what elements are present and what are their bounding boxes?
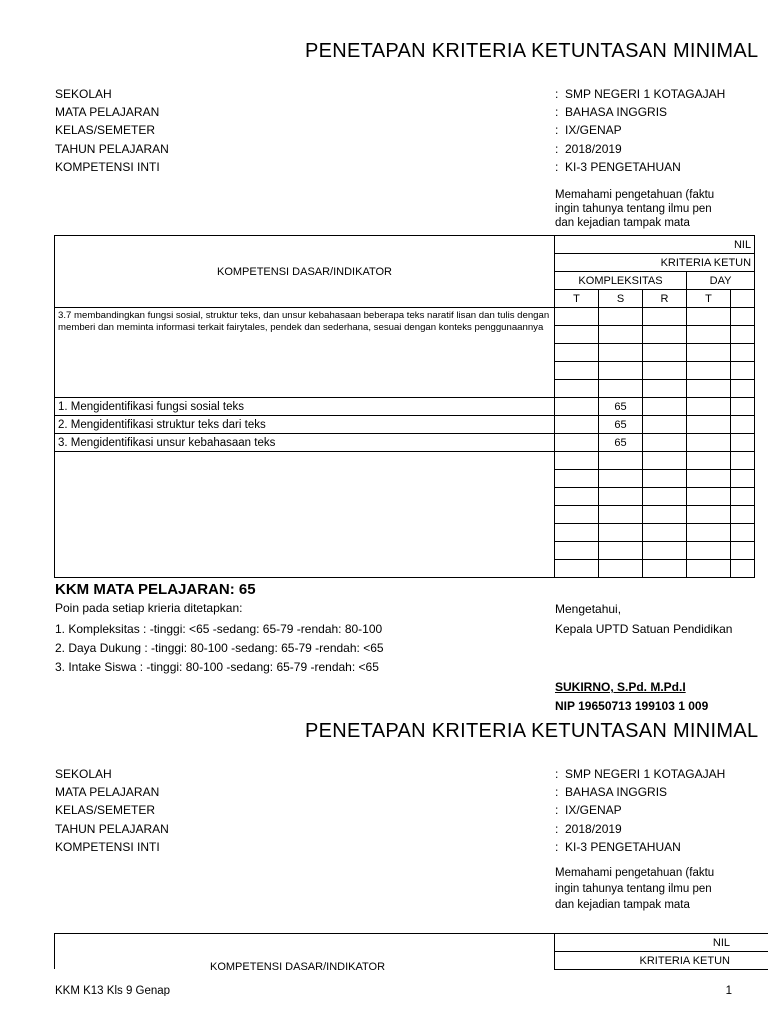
info-colon: : bbox=[555, 785, 559, 799]
info-label-mapel: MATA PELAJARAN bbox=[55, 105, 160, 119]
footer-doc-name: KKM K13 Kls 9 Genap bbox=[55, 985, 171, 996]
ki-description-line: ingin tahunya tentang ilmu pen bbox=[555, 203, 712, 215]
info-label-sekolah: SEKOLAH bbox=[55, 87, 112, 101]
kkm-table bbox=[54, 235, 755, 578]
info-value-ki: KI-3 PENGETAHUAN bbox=[565, 840, 681, 854]
info-value-mapel: BAHASA INGGRIS bbox=[565, 785, 668, 799]
mengetahui-label: Mengetahui, bbox=[555, 602, 622, 616]
nilai-header: NIL bbox=[555, 236, 755, 254]
sub-header-s: S bbox=[599, 290, 643, 308]
info-value-tahun: 2018/2019 bbox=[565, 142, 622, 156]
indicator-text: 2. Mengidentifikasi struktur teks dari teks bbox=[55, 416, 555, 434]
kd-header: KOMPETENSI DASAR/INDIKATOR bbox=[210, 961, 386, 971]
kriteria-header: KRITERIA KETUN bbox=[555, 254, 755, 272]
info-label-kelas: KELAS/SEMETER bbox=[55, 123, 156, 137]
page-title: PENETAPAN KRITERIA KETUNTASAN MINIMAL bbox=[305, 40, 759, 62]
indicator-text: 1. Mengidentifikasi fungsi sosial teks bbox=[55, 398, 555, 416]
sub-header-t: T bbox=[555, 290, 599, 308]
sub-header-r: R bbox=[643, 290, 687, 308]
poin-item: 1. Kompleksitas : -tinggi: <65 -sedang: 65-79 -rendah: 80-100 bbox=[55, 622, 383, 636]
page-title: PENETAPAN KRITERIA KETUNTASAN MINIMAL bbox=[305, 720, 759, 742]
info-label-tahun: TAHUN PELAJARAN bbox=[55, 822, 169, 836]
table-row bbox=[55, 434, 755, 452]
info-label-ki: KOMPETENSI INTI bbox=[55, 160, 160, 174]
ki-description-line: dan kejadian tampak mata bbox=[555, 217, 690, 229]
info-value-sekolah: SMP NEGERI 1 KOTAGAJAH bbox=[565, 767, 726, 781]
info-colon: : bbox=[555, 105, 559, 119]
info-value-ki: KI-3 PENGETAHUAN bbox=[565, 160, 681, 174]
signer-nip: NIP 19650713 199103 1 009 bbox=[555, 699, 709, 713]
kepala-label: Kepala UPTD Satuan Pendidikan bbox=[555, 622, 733, 636]
info-label-tahun: TAHUN PELAJARAN bbox=[55, 142, 169, 156]
kriteria-header: KRITERIA KETUN bbox=[639, 955, 730, 967]
info-value-sekolah: SMP NEGERI 1 KOTAGAJAH bbox=[565, 87, 726, 101]
footer-page-number: 1 bbox=[725, 985, 732, 996]
info-label-kelas: KELAS/SEMETER bbox=[55, 803, 156, 817]
info-value-kelas: IX/GENAP bbox=[565, 803, 622, 817]
ki-description-line: Memahami pengetahuan (faktu bbox=[555, 189, 715, 201]
kompleksitas-header: KOMPLEKSITAS bbox=[555, 272, 687, 290]
table-row bbox=[55, 416, 755, 434]
ki-description-line: dan kejadian tampak mata bbox=[555, 899, 690, 911]
indicator-score: 65 bbox=[599, 398, 643, 416]
kkm-summary: KKM MATA PELAJARAN: 65 bbox=[55, 581, 256, 598]
info-colon: : bbox=[555, 160, 559, 174]
poin-item: 3. Intake Siswa : -tinggi: 80-100 -sedang: 65-79 -rendah: <65 bbox=[55, 660, 379, 674]
poin-item: 2. Daya Dukung : -tinggi: 80-100 -sedang: 65-79 -rendah: <65 bbox=[55, 641, 384, 655]
info-label-ki: KOMPETENSI INTI bbox=[55, 840, 160, 854]
info-label-mapel: MATA PELAJARAN bbox=[55, 785, 160, 799]
kompetensi-dasar-text: 3.7 membandingkan fungsi sosial, struktur teks, dan unsur kebahasaan beberapa teks naratif lisan dan tulis dengan memberi dan meminta informasi terkait fairytales, pendek dan sederhana, sesuai dengan konteks penggunaannya bbox=[55, 308, 555, 398]
signer-name: SUKIRNO, S.Pd. M.Pd.I bbox=[555, 680, 686, 694]
info-colon: : bbox=[555, 822, 559, 836]
footer bbox=[40, 984, 740, 996]
info-value-mapel: BAHASA INGGRIS bbox=[565, 105, 668, 119]
table-row bbox=[55, 398, 755, 416]
info-label-sekolah: SEKOLAH bbox=[55, 767, 112, 781]
info-colon: : bbox=[555, 803, 559, 817]
info-value-tahun: 2018/2019 bbox=[565, 822, 622, 836]
indicator-score: 65 bbox=[599, 434, 643, 452]
info-colon: : bbox=[555, 142, 559, 156]
info-colon: : bbox=[555, 767, 559, 781]
indicator-text: 3. Mengidentifikasi unsur kebahasaan teks bbox=[55, 434, 555, 452]
info-value-kelas: IX/GENAP bbox=[565, 123, 622, 137]
info-colon: : bbox=[555, 87, 559, 101]
nilai-header: NIL bbox=[712, 937, 730, 949]
poin-title: Poin pada setiap krieria ditetapkan: bbox=[55, 601, 243, 615]
info-colon: : bbox=[555, 840, 559, 854]
ki-description-line: Memahami pengetahuan (faktu bbox=[555, 867, 715, 879]
sub-header-t2: T bbox=[687, 290, 731, 308]
ki-description-line: ingin tahunya tentang ilmu pen bbox=[555, 883, 712, 895]
info-colon: : bbox=[555, 123, 559, 137]
daya-dukung-header: DAY bbox=[687, 272, 755, 290]
kd-header: KOMPETENSI DASAR/INDIKATOR bbox=[55, 236, 555, 308]
indicator-score: 65 bbox=[599, 416, 643, 434]
